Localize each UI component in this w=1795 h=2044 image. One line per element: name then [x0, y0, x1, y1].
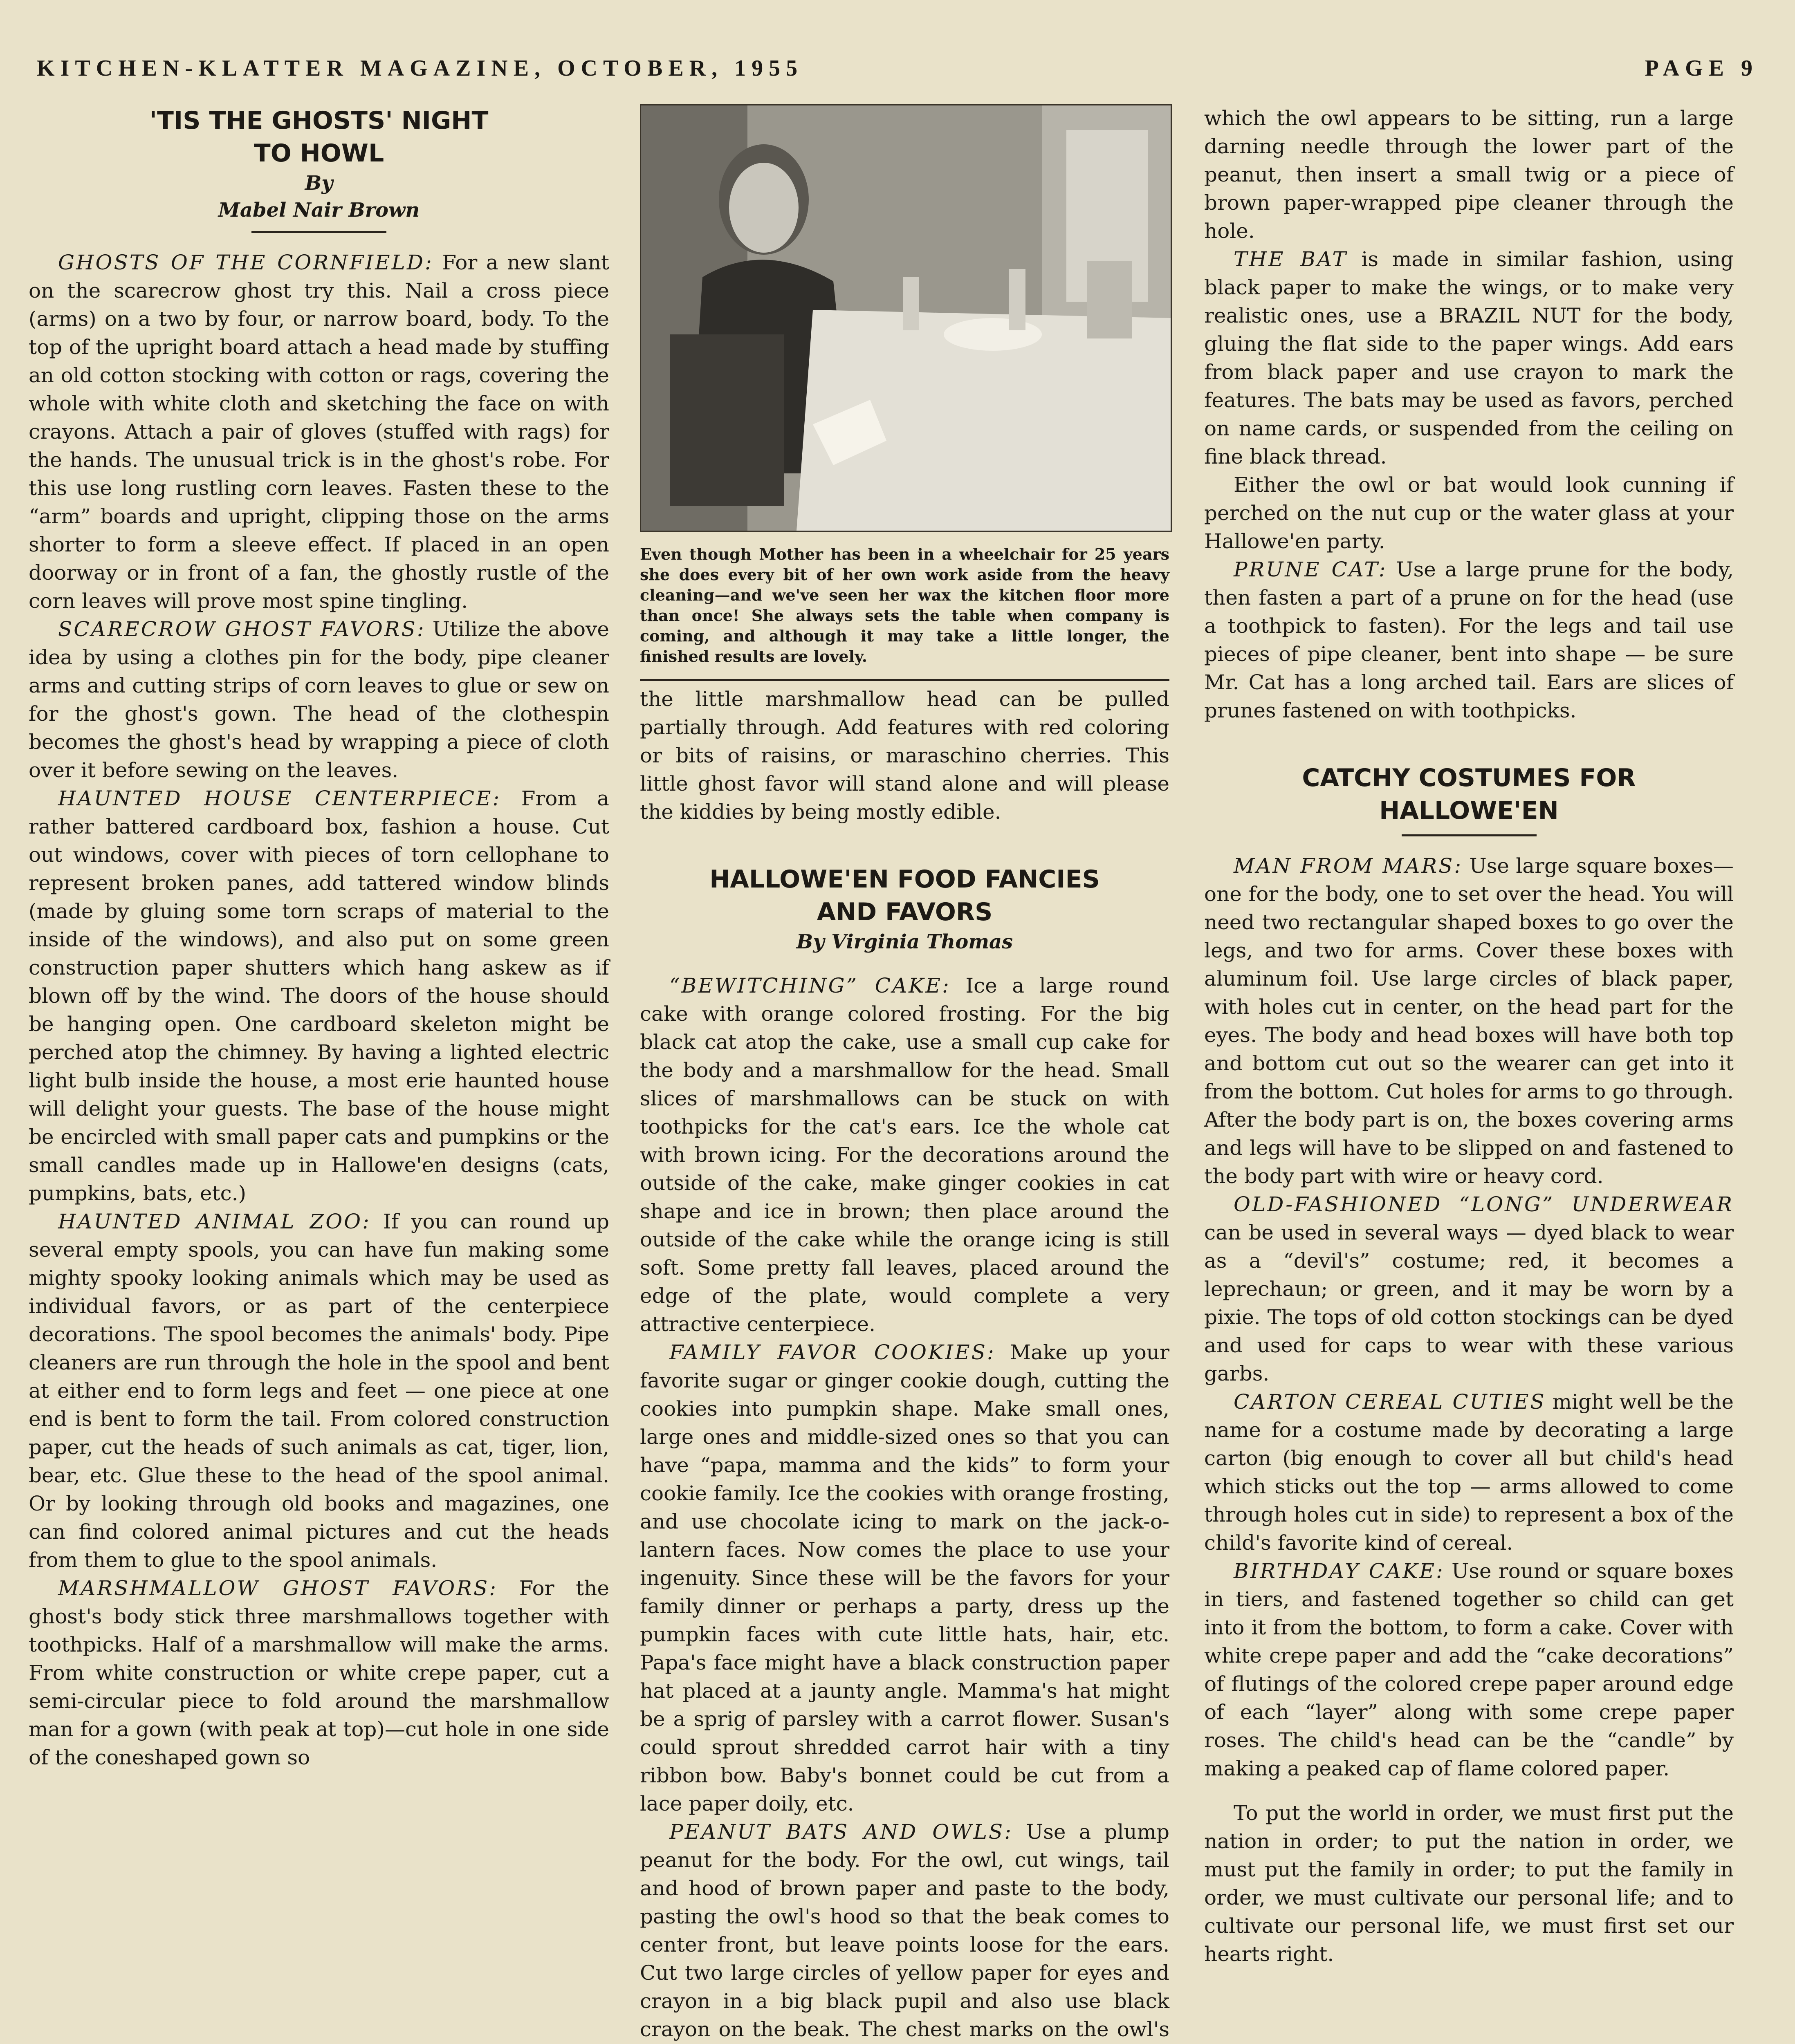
marshmallow-continued: the little marshmallow head can be pulled partially through. Add features with red coloring or bits of raisins, or maraschino cherries. This little ghost favor will stand alone and will please the kiddies by being mostly edible.	[640, 687, 1169, 824]
section-ghosts-cornfield: GHOSTS OF THE CORNFIELD: For a new slant on the scarecrow ghost try this. Nail a cross piece (arms) on a two by four, or narrow board, body. To the top of the upright board attach a head made by stuffing an old cotton stocking with cotton or rags, covering the whole with white cloth and sketching the face on with crayons. Attach a pair of gloves (stuffed with rags) for the hands. The unusual trick is in the ghost's robe. For this use long rustling corn leaves. Fasten these to the “arm” boards and upright, clipping those on the arms shorter to form a sleeve effect. If placed in an open doorway or in front of a fan, the ghostly rustle of the corn leaves will prove most spine tingling.	[29, 251, 610, 613]
page-header	[37, 55, 1758, 88]
section-bewitching-cake: “BEWITCHING” CAKE: Ice a large round cake with orange colored frosting. For the big black cat atop the cake, use a small cup cake for the body and a marshmallow for the head. Small slices of marshmallows can be stuck on with toothpicks for the cat's ears. Ice the whole cat with brown icing. For the decorations around the outside of the cake, make ginger cookies in cat shape and ice in brown; then place around the outside of the cake while the orange icing is still soft. Some pretty fall leaves, placed around the edge of the plate, would complete a very attractive centerpiece.	[640, 974, 1169, 1336]
section-family-cookies: FAMILY FAVOR COOKIES: Make up your favorite sugar or ginger cookie dough, cutting the cookies into pumpkin shape. Make small ones, large ones and middle-sized ones so that you can have “papa, mamma and the kids” to form your cookie family. Ice the cookies with orange frosting, and use chocolate icing to mark on the jack-o-lantern faces. Now comes the place to use your ingenuity. Since these will be the favors for your family dinner or perhaps a party, dress up the pumpkin faces with cute little hats, hair, etc. Papa's face might have a black construction paper hat placed at a jaunty angle. Mamma's hat might be a sprig of parsley with a carrot flower. Susan's could sprout shredded carrot hair with a tiny ribbon bow. Baby's bonnet could be cut from a lace paper doily, etc.	[640, 1340, 1169, 1815]
photo-caption: Even though Mother has been in a wheelchair for 25 years she does every bit of her own work aside from the heavy cleaning—and we've seen her wax the kitchen floor more than once! She always sets the table when company is coming, and although it may take a little longer, the finished results are lovely.	[640, 545, 1169, 666]
article-3-title: CATCHY COSTUMES FOR HALLOWE'EN	[1302, 764, 1636, 825]
section-marshmallow-ghost: MARSHMALLOW GHOST FAVORS: For the ghost's body stick three marshmallows together with toothpicks. Half of a marshmallow will make the arms. From white construction or white crepe paper, cut a semi-circular piece to fold around the marshmallow man for a gown (with peak at top)—cut hole in one side of the coneshaped gown so	[29, 1576, 609, 1769]
column-2	[640, 104, 1169, 2044]
section-haunted-house: HAUNTED HOUSE CENTERPIECE: From a rather battered cardboard box, fashion a house. Cut out windows, cover with pieces of torn cellophane to represent broken panes, add tattered window blinds (made by gluing some torn scraps of material to the inside of the windows), and also put on some green construction paper shutters which hang askew as if blown off by the wind. The doors of the house should be hanging open. One cardboard skeleton might be perched atop the chimney. By having a lighted electric light bulb inside the house, a most erie haunted house will delight your guests. The base of the house might be encircled with small paper cats and pumpkins or the small candles made up in Hallowe'en designs (cats, pumpkins, bats, etc.)	[29, 787, 609, 1205]
section-cereal-cuties: CARTON CEREAL CUTIES might well be the name for a costume made by decorating a large carton (big enough to cover all but child's head which sticks out the top — arms allowed to come through holes cut in side) to represent a box of the child's favorite kind of cereal.	[1204, 1390, 1734, 1555]
section-either: Either the owl or bat would look cunning if perched on the nut cup or the water glass at your Hallowe'en party.	[1204, 473, 1734, 553]
article-2-byline: By Virginia Thomas	[796, 930, 1013, 953]
section-scarecrow-favors: SCARECROW GHOST FAVORS: Utilize the above idea by using a clothes pin for the body, pipe cleaner arms and cutting strips of corn leaves to glue or sew on for the ghost's gown. The head of the clothespin becomes the ghost's head by wrapping a piece of cloth over it before sewing on the leaves.	[29, 617, 609, 782]
magazine-masthead: KITCHEN-KLATTER MAGAZINE, OCTOBER, 1955	[37, 56, 803, 81]
title-rule	[251, 231, 386, 233]
wheelchair-photo	[640, 104, 1172, 532]
column-3	[1204, 104, 1734, 1968]
section-the-bat: THE BAT is made in similar fashion, using black paper to make the wings, or to make very realistic ones, use a BRAZIL NUT for the body, gluing the flat side to the paper wings. Add ears from black paper and use crayon to mark the features. The bats may be used as favors, perched on name cards, or suspended from the ceiling on fine black thread.	[1204, 247, 1734, 468]
section-man-from-mars: MAN FROM MARS: Use large square boxes—one for the body, one to set over the head. You will need two rectangular shaped boxes to go over the legs, and two for arms. Cover these boxes with aluminum foil. Use large circles of black paper, with holes cut in center, on the head part for the eyes. The body and head boxes will have both top and bottom cut out so the wearer can get into it from the bottom. Cut holes for arms to go through. After the body part is on, the boxes covering arms and legs will have to be slipped on and fastened to the body part with wire or heavy cord.	[1204, 854, 1734, 1188]
section-peanut-bats: PEANUT BATS AND OWLS: Use a plump peanut for the body. For the owl, cut wings, tail and hood of brown paper and paste to the body, pasting the owl's hood so that the beak comes to center front, but leave points loose for the ears. Cut two large circles of yellow paper for eyes and crayon in a big black pupil and also use black crayon on the beak. The chest marks on the owl's	[640, 1820, 1169, 2041]
section-prune-cat: PRUNE CAT: Use a large prune for the body, then fasten a part of a prune on for the head (use a toothpick to fasten). For the legs and tail use pieces of pipe cleaner, bent into shape — be sure Mr. Cat has a long arched tail. Ears are slices of prunes fastened on with toothpicks.	[1204, 558, 1734, 722]
article-1-title: 'TIS THE GHOSTS' NIGHT TO HOWL	[149, 106, 489, 168]
article-1-by: By	[305, 172, 333, 195]
column-1	[29, 104, 609, 1772]
title-rule-3	[1402, 834, 1537, 836]
photo-image	[641, 105, 1171, 531]
caption-rule	[640, 679, 1169, 681]
section-birthday-cake: BIRTHDAY CAKE: Use round or square boxes in tiers, and fastened together so child can get into it from the bottom, to form a cake. Cover with white crepe paper and add the “cake decorations” of flutings of the colored crepe paper around edge of each “layer” along with some crepe paper roses. The child's head can be the “candle” by making a peaked cap of flame colored paper.	[1204, 1559, 1734, 1780]
peanut-continued: which the owl appears to be sitting, run a large darning needle through the lower part of the peanut, then insert a small twig or a piece of brown paper-wrapped pipe cleaner through the hole.	[1204, 106, 1734, 243]
closing-quote: To put the world in order, we must first put the nation in order; to put the nation in order, we must put the family in order; to put the family in order, we must cultivate our personal life; and to cultivate our personal life, we must first set our hearts right.	[1204, 1801, 1734, 1966]
page-number: PAGE 9	[1645, 56, 1758, 81]
article-2-title: HALLOWE'EN FOOD FANCIES AND FAVORS	[709, 865, 1100, 926]
section-long-underwear: OLD-FASHIONED “LONG” UNDERWEAR can be used in several ways — dyed black to wear as a “devil's” costume; red, it becomes a leprechaun; or green, and it may be worn by a pixie. The tops of old cotton stockings can be dyed and used for caps to wear with these various garbs.	[1204, 1192, 1734, 1385]
section-animal-zoo: HAUNTED ANIMAL ZOO: If you can round up several empty spools, you can have fun making some mighty spooky looking animals which may be used as individual favors, or as part of the centerpiece decorations. The spool becomes the animals' body. Pipe cleaners are run through the hole in the spool and bent at either end to form legs and feet — one piece at one end is bent to form the tail. From colored construction paper, cut the heads of such animals as cat, tiger, lion, bear, etc. Glue these to the head of the spool animal. Or by looking through old books and magazines, one can find colored animal pictures and cut the heads from them to glue to the spool animals.	[29, 1210, 609, 1572]
article-1-author: Mabel Nair Brown	[218, 199, 420, 222]
